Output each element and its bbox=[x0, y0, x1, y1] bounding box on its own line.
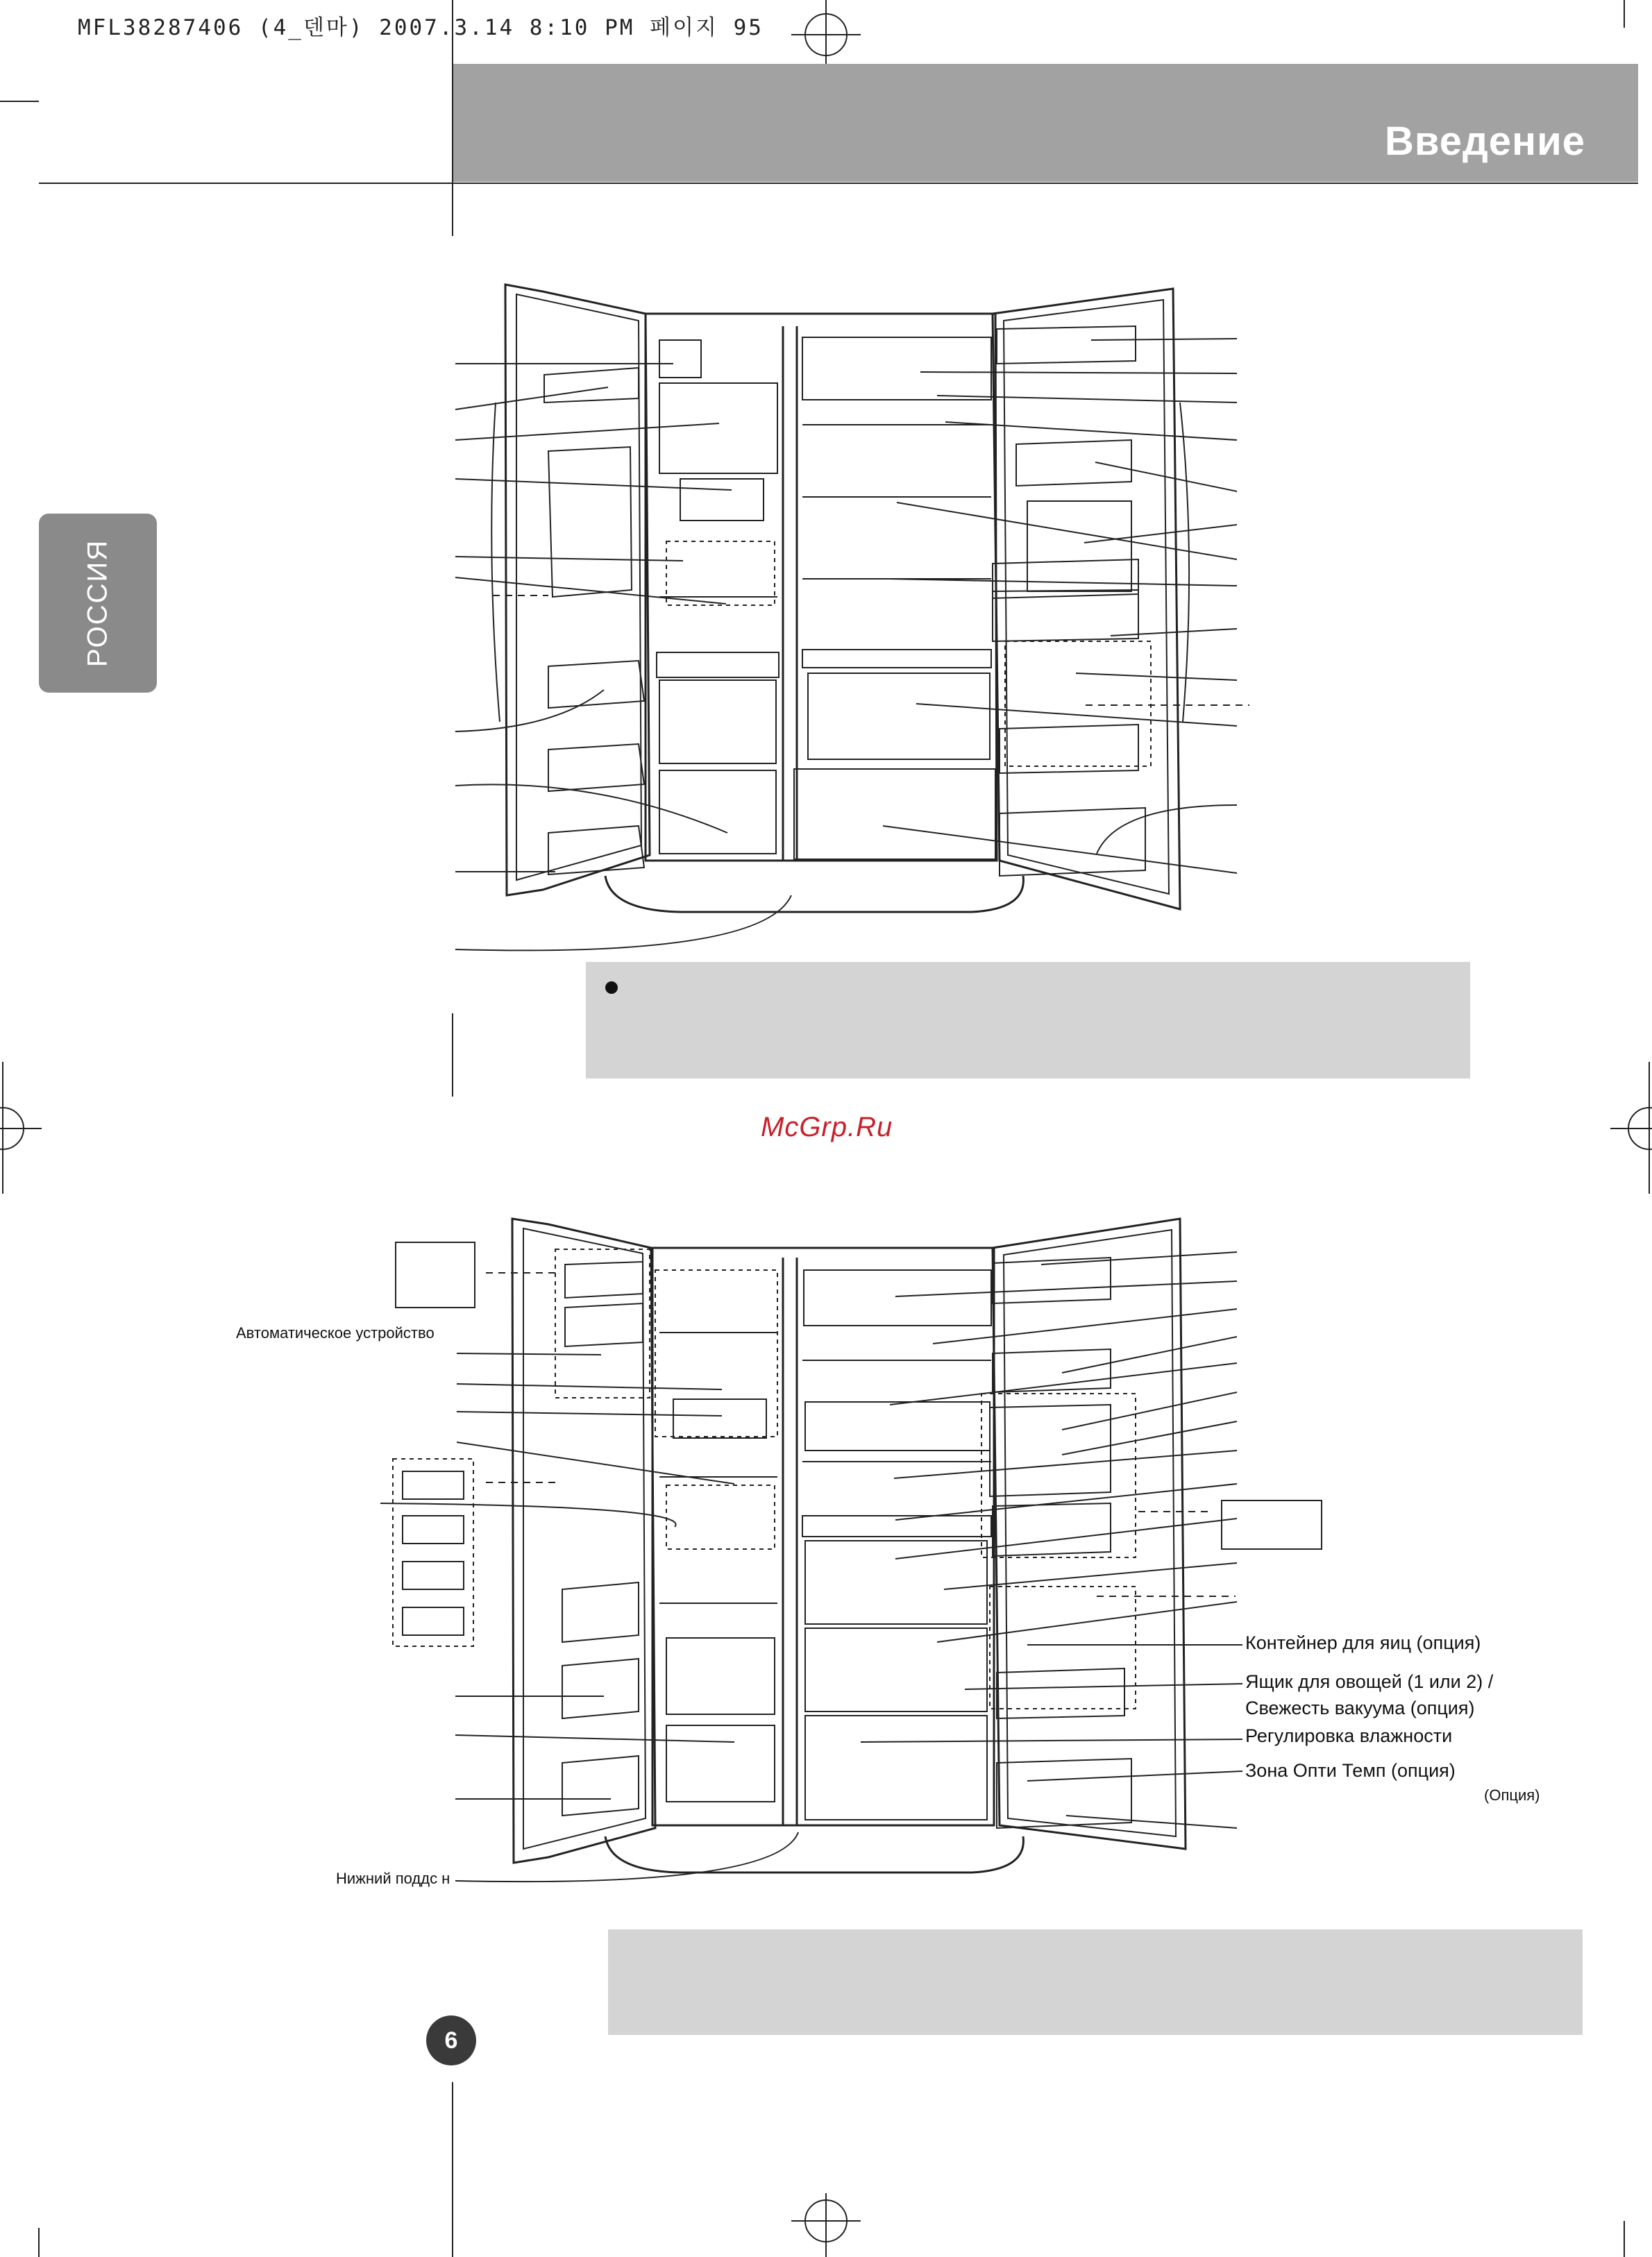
registration-mark-bottom bbox=[791, 2193, 861, 2257]
note-box-bottom bbox=[608, 1929, 1583, 2035]
label-opti-temp: Зона Опти Темп (опция) bbox=[1245, 1760, 1456, 1781]
bullet-icon bbox=[605, 981, 618, 994]
note-box-top bbox=[586, 962, 1470, 1079]
label-bottom-tray: Нижний поддс н bbox=[336, 1870, 450, 1887]
label-egg-container: Контейнер для яиц (опция) bbox=[1245, 1632, 1481, 1653]
leader-lines-bottom bbox=[380, 1252, 1242, 1882]
registration-mark-left bbox=[0, 1062, 42, 1194]
label-auto-device: Автоматическое устройство bbox=[236, 1324, 435, 1342]
label-humidity: Регулировка влажности bbox=[1245, 1725, 1453, 1746]
fridge-diagram-top bbox=[491, 285, 1249, 912]
registration-mark-top bbox=[791, 0, 861, 64]
watermark: McGrp.Ru bbox=[761, 1112, 893, 1142]
label-option: (Опция) bbox=[1484, 1786, 1540, 1804]
section-title: Введение bbox=[1384, 119, 1585, 164]
label-vacuum-fresh: Свежесть вакуума (опция) bbox=[1245, 1698, 1475, 1718]
language-tab-label: РОССИЯ bbox=[82, 539, 113, 668]
registration-mark-right bbox=[1610, 1062, 1652, 1194]
label-vegetable-box: Ящик для овощей (1 или 2) / bbox=[1245, 1671, 1494, 1692]
page-number: 6 bbox=[426, 2015, 476, 2065]
print-header: MFL38287406 (4_덴마) 2007.3.14 8:10 PM 페이지 95 bbox=[78, 15, 764, 40]
